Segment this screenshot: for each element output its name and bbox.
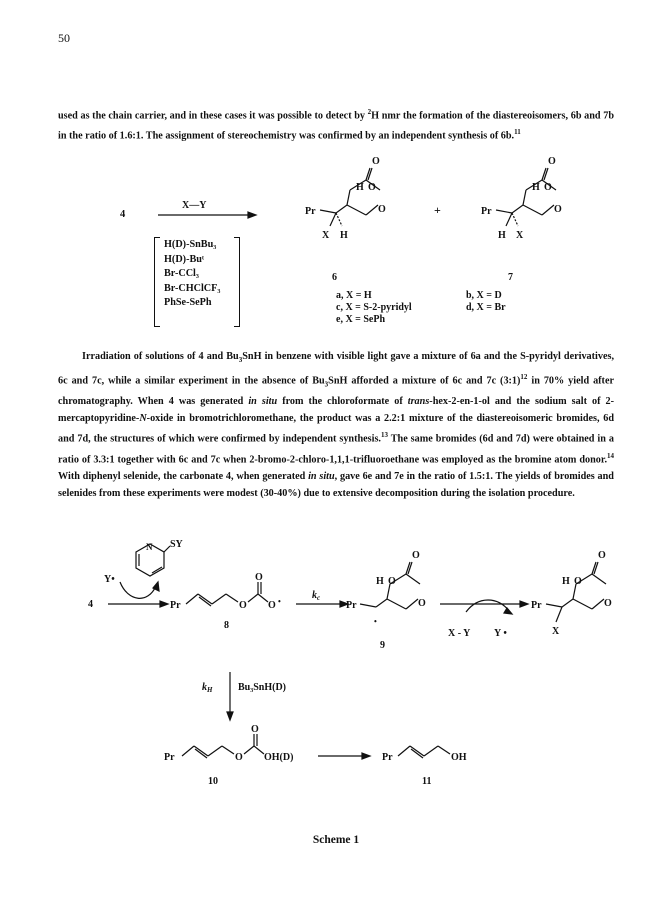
- oh-d-label: OH(D): [264, 752, 294, 763]
- atom-O: O: [544, 182, 552, 193]
- compound-11-structure: [398, 746, 450, 758]
- atom-H: H: [498, 230, 506, 241]
- atom-O-radical: O: [268, 600, 276, 611]
- pyridine-SY: SY: [170, 539, 183, 550]
- atom-Pr: Pr: [346, 600, 357, 611]
- atom-X: X: [552, 626, 560, 637]
- oh-label: OH: [451, 752, 467, 763]
- reactant-4-label: 4: [120, 209, 126, 220]
- atom-O: O: [574, 576, 582, 587]
- paragraph-1: used as the chain carrier, and in these cases it was possible to detect by $^2$H nmr the formation of the diastereoisomers, 6b and 7b in the ratio of 1.6:1. The assignment of stereochemistry was confirmed by an independent synthesis of 6b.$^{11}$: [58, 108, 614, 142]
- reagent-item: Br-CHClCF₃: [164, 282, 221, 294]
- compound-6-label: 6: [332, 272, 337, 283]
- key-d: d, X = Br: [466, 302, 506, 313]
- compound-7-label: 7: [508, 272, 513, 283]
- compound-9-label: 9: [380, 640, 385, 651]
- curved-arrow-2: [466, 600, 510, 612]
- atom-O: O: [548, 156, 556, 167]
- atom-O: O: [598, 550, 606, 561]
- compound-8-structure: [186, 582, 268, 606]
- key-b: b, X = D: [466, 290, 502, 301]
- arrow-head: [248, 212, 256, 218]
- atom-O: O: [372, 156, 380, 167]
- pyridine-ring: [136, 544, 170, 576]
- reagent-item: H(D)-Buᵗ: [164, 253, 205, 265]
- atom-H: H: [376, 576, 384, 587]
- xy-label: X - Y: [448, 628, 471, 639]
- compound-8-label: 8: [224, 620, 229, 631]
- kc-label: $k_c$: [312, 590, 321, 602]
- atom-O: O: [554, 204, 562, 215]
- bu3snh-label: Bu₃SnH(D): [238, 682, 287, 693]
- compound-10-label: 10: [208, 776, 218, 787]
- atom-H: H: [562, 576, 570, 587]
- key-c: c, X = S-2-pyridyl: [336, 302, 412, 313]
- atom-O: O: [388, 576, 396, 587]
- atom-O: O: [604, 598, 612, 609]
- reactant-4: 4: [88, 599, 93, 610]
- plus-sign: +: [434, 203, 441, 217]
- xy-arrow-label: X—Y: [182, 200, 207, 211]
- atom-X: X: [516, 230, 524, 241]
- radical-dot: •: [374, 617, 377, 626]
- key-e: e, X = SePh: [336, 314, 386, 325]
- atom-Pr: Pr: [531, 600, 542, 611]
- atom-O: O: [239, 600, 247, 611]
- paragraph-2: Irradiation of solutions of 4 and $Bu_3SnH$ in benzene with visible light gave a mixture of 6a and the S-pyridyl derivatives, 6c and 7c, while a similar experiment in the absence of $Bu_3SnH$ afforded a mixture of 6c and 7c (3:1)$^{12}$ in 70% yield after chromatography. When 4 was generated in situ from the chloroformate of trans-hex-2-en-1-ol and the sodium salt of 2-mercaptopyridine-N-oxide in bromotrichloromethane, the product was a 2.2:1 mixture of the diastereoisomeric bromides, 6d and 7d, the structures of which were confirmed by independent synthesis.$^{13}$ The same bromides (6d and 7d) were obtained in a ratio of 3.3:1 together with 6c and 7c when 2-bromo-2-chloro-1,1,1-trifluoroethane was employed as the bromine atom donor.$^{14}$ With diphenyl selenide, the carbonate 4, when generated in situ, gave 6e and 7e in the ratio of 1.5:1. The yields of bromides and selenides from these experiments were modest (30-40%) due to extensive decomposition during the isolation procedure.: [58, 351, 615, 500]
- atom-O: O: [418, 598, 426, 609]
- compound-11-label: 11: [422, 776, 432, 787]
- y-radical-label: Y •: [494, 628, 507, 639]
- atom-O: O: [251, 724, 259, 735]
- atom-O: O: [378, 204, 386, 215]
- atom-O: O: [412, 550, 420, 561]
- atom-O: O: [255, 572, 263, 583]
- radical-Y: Y•: [104, 574, 115, 585]
- atom-H: H: [340, 230, 348, 241]
- atom-O: O: [235, 752, 243, 763]
- reagent-item: PhSe-SePh: [164, 297, 212, 309]
- compound-6-structure: [320, 168, 380, 226]
- reagent-item: H(D)-SnBu₃: [164, 239, 217, 250]
- atom-Pr: Pr: [305, 206, 316, 217]
- atom-Pr: Pr: [170, 600, 181, 611]
- atom-Pr: Pr: [164, 752, 175, 763]
- radical-dot: •: [278, 597, 281, 606]
- compound-7-structure: [496, 168, 556, 226]
- atom-Pr: Pr: [481, 206, 492, 217]
- atom-H: H: [356, 182, 364, 193]
- pyridine-N: N: [146, 542, 153, 552]
- atom-Pr: Pr: [382, 752, 393, 763]
- atom-H: H: [532, 182, 540, 193]
- scheme-caption: Scheme 1: [312, 834, 360, 846]
- page-number: 50: [58, 31, 70, 45]
- atom-X: X: [322, 230, 330, 241]
- curved-arrow: [120, 582, 156, 598]
- atom-O: O: [368, 182, 376, 193]
- compound-10-structure: [182, 734, 264, 758]
- key-a: a, X = H: [336, 290, 372, 301]
- reagent-item: Br-CCl₃: [164, 268, 199, 280]
- kH-label: $k_H$: [202, 682, 213, 694]
- product-structure: [546, 562, 606, 622]
